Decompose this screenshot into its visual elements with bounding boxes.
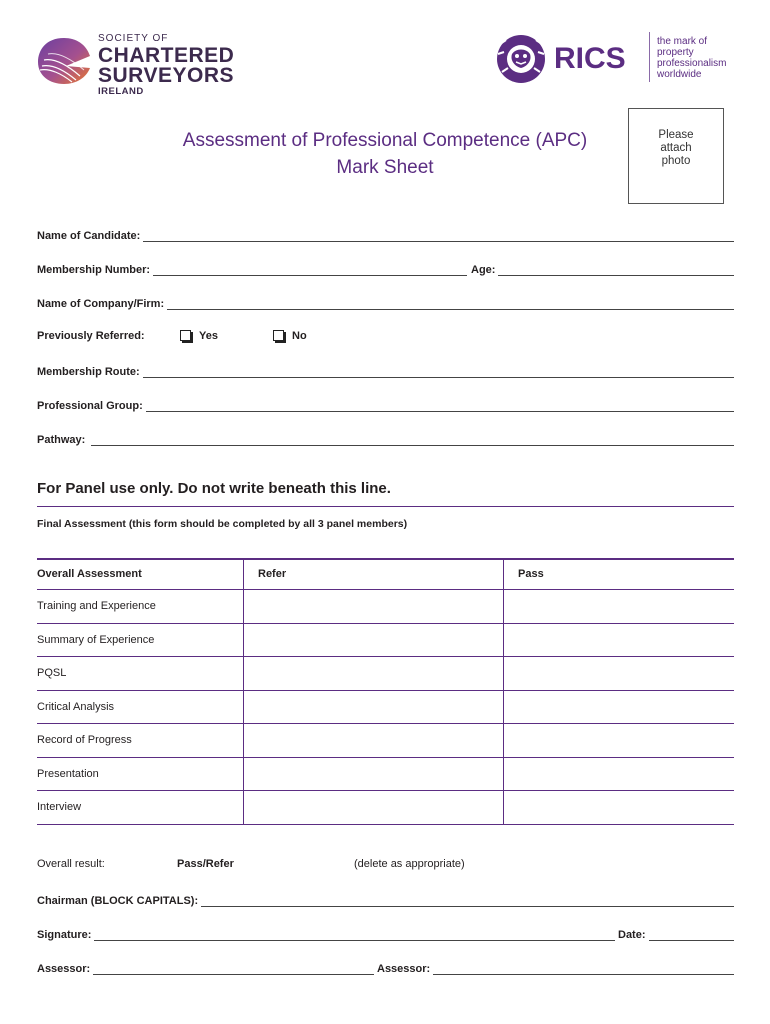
- scsi-emblem-icon: [36, 36, 92, 86]
- pass-cell[interactable]: [504, 590, 735, 624]
- pathway-input-line[interactable]: [91, 435, 734, 446]
- no-label: No: [292, 330, 307, 342]
- candidate-label: Name of Candidate:: [37, 230, 141, 242]
- membership-route-input-line[interactable]: [143, 367, 734, 378]
- scsi-line-4: IRELAND: [98, 86, 144, 97]
- table-row: [37, 590, 734, 624]
- date-input-line[interactable]: [649, 930, 734, 941]
- panel-heading: For Panel use only. Do not write beneath this line.: [37, 480, 391, 497]
- chairman-label: Chairman (BLOCK CAPITALS):: [37, 895, 199, 907]
- assessor-1-field[interactable]: [37, 961, 374, 975]
- row-label: PQSL: [37, 657, 244, 691]
- professional-group-input-line[interactable]: [146, 401, 734, 412]
- title-line-1: Assessment of Professional Competence (APC): [182, 130, 588, 151]
- assessor-2-label: Assessor:: [377, 963, 431, 975]
- header-overall-assessment: Overall Assessment: [37, 558, 244, 590]
- assessment-table: [37, 558, 734, 825]
- overall-result-note: (delete as appropriate): [354, 858, 465, 870]
- assessor-2-field[interactable]: [377, 961, 734, 975]
- rics-wordmark: RICS: [554, 42, 626, 75]
- assessor-1-input-line[interactable]: [93, 964, 374, 975]
- panel-divider: [37, 506, 734, 507]
- header-refer: Refer: [244, 558, 504, 590]
- title-line-2: Mark Sheet: [336, 157, 434, 178]
- signature-input-line[interactable]: [94, 930, 615, 941]
- company-input-line[interactable]: [167, 299, 734, 310]
- table-row: [37, 690, 734, 724]
- table-row: [37, 791, 734, 825]
- chairman-field[interactable]: [37, 893, 734, 907]
- company-label: Name of Company/Firm:: [37, 298, 165, 310]
- row-label: Presentation: [37, 757, 244, 791]
- previously-referred-label: Previously Referred:: [37, 330, 145, 342]
- membership-number-input-line[interactable]: [153, 265, 467, 276]
- membership-number-label: Membership Number:: [37, 264, 151, 276]
- refer-cell[interactable]: [244, 757, 504, 791]
- rics-tagline: [657, 36, 726, 80]
- page-title: [140, 127, 630, 181]
- refer-cell[interactable]: [244, 690, 504, 724]
- assessor-1-label: Assessor:: [37, 963, 91, 975]
- final-assessment-note: Final Assessment (this form should be completed by all 3 panel members): [37, 518, 408, 530]
- refer-cell[interactable]: [244, 724, 504, 758]
- pathway-field[interactable]: [37, 432, 734, 446]
- rics-separator: [649, 32, 650, 82]
- rics-tagline-2: property: [657, 47, 694, 58]
- overall-result-value[interactable]: Pass/Refer: [177, 858, 234, 870]
- refer-cell[interactable]: [244, 590, 504, 624]
- row-label: Training and Experience: [37, 590, 244, 624]
- candidate-input-line[interactable]: [143, 231, 734, 242]
- scsi-line-2: CHARTERED: [98, 44, 235, 67]
- age-field[interactable]: [471, 262, 734, 276]
- table-row: [37, 623, 734, 657]
- pass-cell[interactable]: [504, 623, 735, 657]
- date-field[interactable]: [618, 927, 734, 941]
- table-row: [37, 757, 734, 791]
- rics-lion-icon: [494, 34, 548, 84]
- assessor-2-input-line[interactable]: [433, 964, 734, 975]
- rics-tagline-1: the mark of: [657, 36, 708, 47]
- row-label: Record of Progress: [37, 724, 244, 758]
- rics-logo: [494, 32, 744, 88]
- membership-route-field[interactable]: [37, 364, 734, 378]
- candidate-field[interactable]: [37, 228, 734, 242]
- refer-cell[interactable]: [244, 623, 504, 657]
- table-header-row: [37, 558, 734, 590]
- scsi-line-3: SURVEYORS: [98, 64, 234, 87]
- company-field[interactable]: [37, 296, 734, 310]
- pass-cell[interactable]: [504, 757, 735, 791]
- photo-box[interactable]: [628, 108, 724, 204]
- yes-label: Yes: [199, 330, 218, 342]
- scsi-logo: [36, 33, 276, 97]
- membership-number-field[interactable]: [37, 262, 467, 276]
- date-label: Date:: [618, 929, 646, 941]
- table-row: [37, 724, 734, 758]
- row-label: Critical Analysis: [37, 690, 244, 724]
- row-label: Summary of Experience: [37, 623, 244, 657]
- rics-tagline-4: worldwide: [657, 69, 702, 80]
- pass-cell[interactable]: [504, 657, 735, 691]
- header-pass: Pass: [504, 558, 735, 590]
- table-row: [37, 657, 734, 691]
- refer-cell[interactable]: [244, 657, 504, 691]
- signature-field[interactable]: [37, 927, 615, 941]
- pathway-label: Pathway:: [37, 434, 86, 446]
- pass-cell[interactable]: [504, 690, 735, 724]
- pass-cell[interactable]: [504, 791, 735, 825]
- professional-group-label: Professional Group:: [37, 400, 143, 412]
- scsi-line-1: SOCIETY OF: [98, 33, 169, 44]
- professional-group-field[interactable]: [37, 398, 734, 412]
- row-label: Interview: [37, 791, 244, 825]
- refer-cell[interactable]: [244, 791, 504, 825]
- pass-cell[interactable]: [504, 724, 735, 758]
- photo-box-line-3: photo: [661, 155, 691, 167]
- photo-box-line-1: Please: [658, 129, 694, 141]
- age-input-line[interactable]: [498, 265, 734, 276]
- photo-box-line-2: attach: [660, 142, 692, 154]
- chairman-input-line[interactable]: [201, 896, 734, 907]
- signature-label: Signature:: [37, 929, 92, 941]
- overall-result-label: Overall result:: [37, 858, 105, 870]
- membership-route-label: Membership Route:: [37, 366, 140, 378]
- age-label: Age:: [471, 264, 496, 276]
- rics-tagline-3: professionalism: [657, 58, 727, 69]
